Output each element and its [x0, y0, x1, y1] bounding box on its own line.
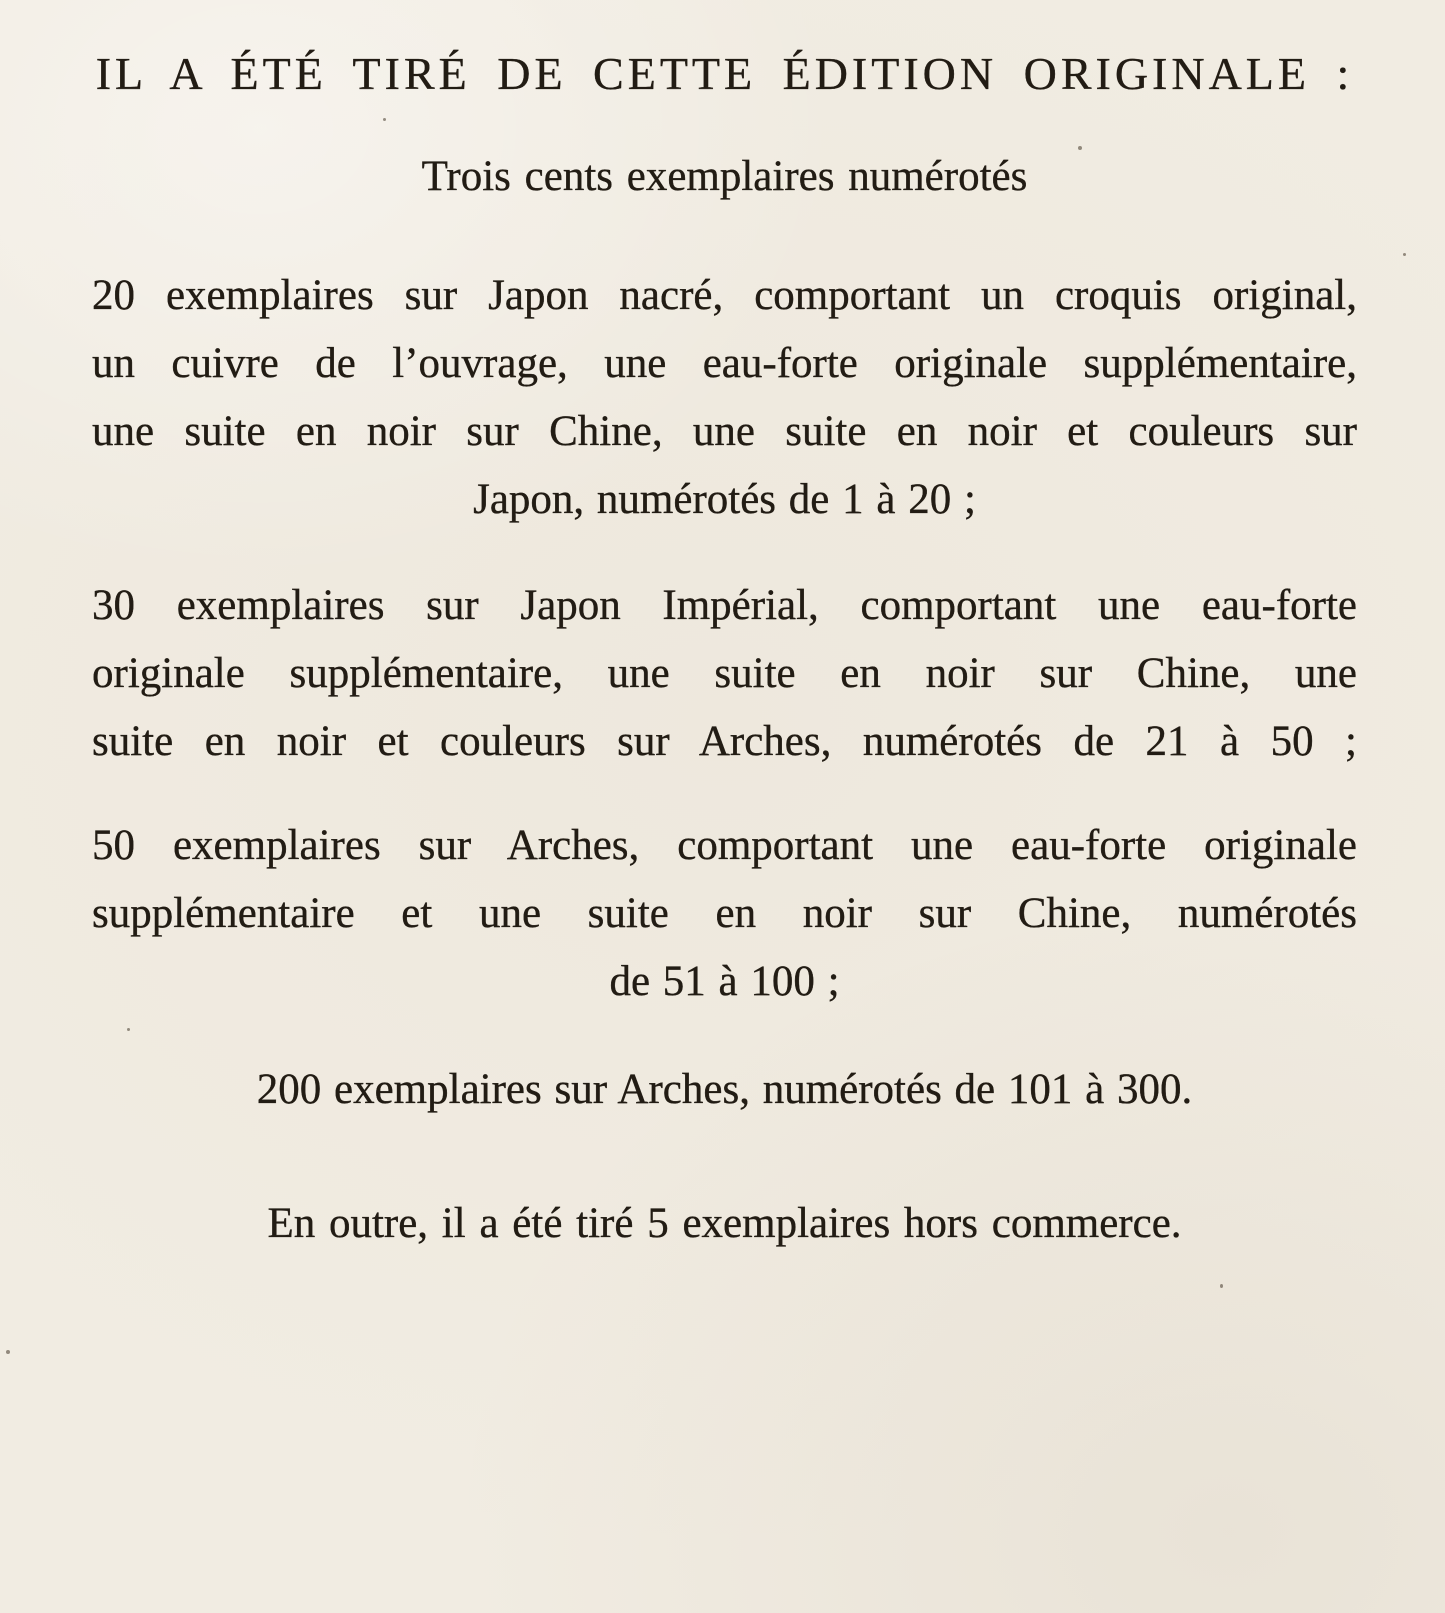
scan-speck [6, 1350, 10, 1354]
hors-commerce-line: En outre, il a été tiré 5 exemplaires hors commerce. [267, 1200, 1182, 1247]
scan-speck [1220, 1284, 1223, 1288]
text-line: de 51 à 100 ; [609, 958, 840, 1005]
text-line: originale supplémentaire, une suite en noir sur Chine, une [92, 650, 1357, 697]
paragraph-japon-nacre [92, 262, 1357, 534]
text-line: supplémentaire et une suite en noir sur Chine, numérotés [92, 890, 1357, 937]
text-line: 200 exemplaires sur Arches, numérotés de 101 à 300. [256, 1066, 1193, 1113]
text-line: 50 exemplaires sur Arches, comportant une eau-forte originale [92, 822, 1357, 869]
page-title: IL A ÉTÉ TIRÉ DE CETTE ÉDITION ORIGINALE : [95, 48, 1354, 99]
text-line: 20 exemplaires sur Japon nacré, comportant un croquis original, [92, 272, 1357, 319]
paragraph-arches-51-100 [92, 812, 1357, 1016]
paragraph-arches-101-300 [92, 1056, 1357, 1124]
edition-subtitle: Trois cents exemplaires numérotés [421, 153, 1028, 200]
text-line: un cuivre de l’ouvrage, une eau-forte originale supplémentaire, [92, 340, 1357, 387]
scan-speck [127, 1028, 130, 1031]
text-line: Japon, numérotés de 1 à 20 ; [473, 476, 976, 523]
scan-speck [1078, 146, 1082, 150]
text-line: une suite en noir sur Chine, une suite en noir et couleurs sur [92, 408, 1357, 455]
scan-speck [1403, 253, 1406, 256]
scan-speck [383, 118, 386, 121]
text-line: suite en noir et couleurs sur Arches, numérotés de 21 à 50 ; [92, 718, 1357, 765]
text-line: 30 exemplaires sur Japon Impérial, comportant une eau-forte [92, 582, 1357, 629]
paragraph-japon-imperial [92, 572, 1357, 776]
